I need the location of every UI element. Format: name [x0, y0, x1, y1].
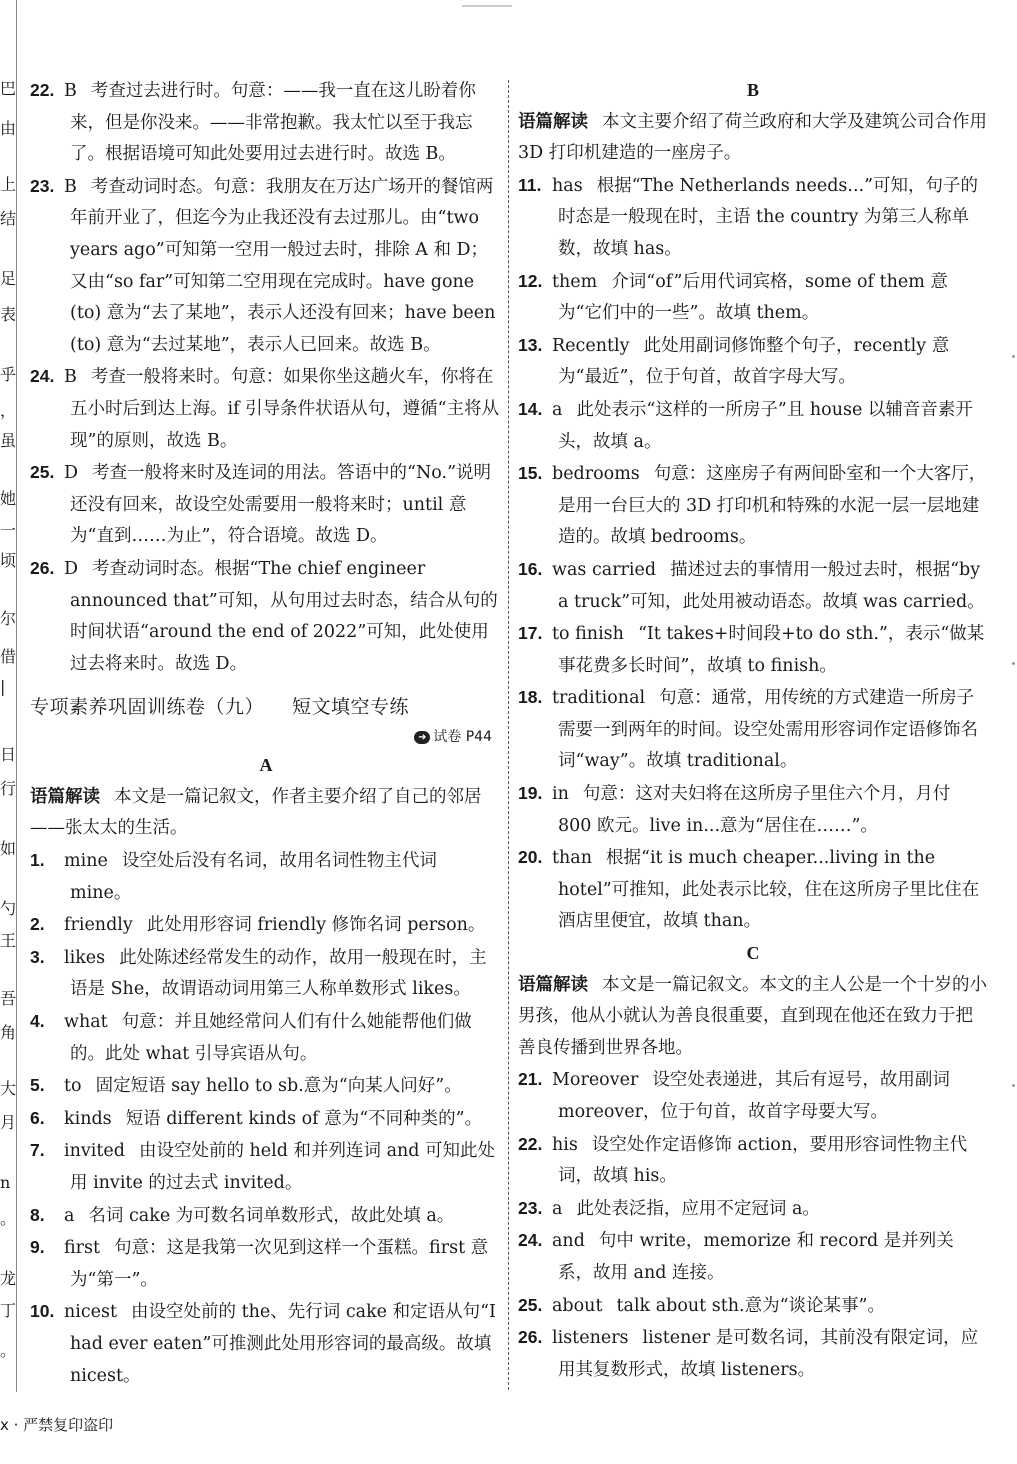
item-explanation: 考查一般将来时及连词的用法。答语中的“No.”说明还没有回来，故设空处需要用一般将来时；until 意为“直到……为止”，符合语境。故选 D。 — [70, 463, 492, 547]
top-mark — [462, 5, 512, 7]
edge-char: 她 — [0, 489, 16, 508]
item-explanation: 句意：并且她经常问人们有什么她能帮他们做的。此处 what 引导宾语从句。 — [70, 1012, 472, 1064]
item-answer: and — [552, 1231, 585, 1252]
passage-summary-label: 语篇解读 — [518, 974, 588, 995]
item-answer: what — [64, 1012, 108, 1033]
item-number: 26. — [30, 557, 55, 578]
item-number: 16. — [518, 558, 543, 579]
answer-item — [30, 361, 502, 457]
item-number: 1. — [30, 850, 45, 871]
item-number: 25. — [518, 1294, 543, 1315]
item-explanation: 描述过去的事情用一般过去时，根据“by a truck”可知，此处用被动语态。故填 was carried。 — [558, 559, 985, 612]
left-edge-line — [16, 0, 17, 1392]
passage-summary-text: 本文主要介绍了荷兰政府和大学及建筑公司合作用 3D 打印机建造的一座房子。 — [518, 111, 987, 164]
item-number: 10. — [30, 1301, 55, 1322]
answer-item — [518, 1064, 988, 1128]
item-answer: D — [64, 463, 79, 484]
item-explanation: 设空处表递进，其后有逗号，故用副词 moreover，位于句首，故首字母要大写。 — [558, 1070, 950, 1122]
item-answer: bedrooms — [552, 464, 640, 485]
left-column — [30, 75, 502, 1392]
item-number: 9. — [30, 1237, 45, 1258]
item-number: 5. — [30, 1075, 45, 1096]
answer-item — [518, 1225, 988, 1289]
item-answer: B — [64, 367, 77, 388]
item-answer: in — [552, 784, 569, 805]
passage-heading-c: C — [746, 943, 760, 964]
item-explanation: 句中 write，memorize 和 record 是并列关系，故用 and 连接。 — [558, 1231, 954, 1283]
edge-char: 日 — [0, 745, 16, 764]
item-answer: mine — [64, 851, 108, 872]
item-answer: his — [552, 1134, 578, 1155]
answer-item — [518, 1290, 988, 1323]
item-answer: to — [64, 1076, 82, 1097]
edge-char: 龙 — [0, 1269, 16, 1288]
column-divider — [508, 80, 509, 1390]
item-answer: likes — [64, 947, 106, 968]
item-answer: first — [64, 1238, 101, 1259]
passage-heading-a: A — [259, 755, 273, 776]
edge-char: | — [0, 677, 6, 696]
passage-summary-b — [518, 107, 988, 170]
edge-char: 上 — [0, 175, 16, 194]
edge-char: 顷 — [0, 551, 16, 570]
passage-summary-label: 语篇解读 — [518, 111, 588, 132]
item-number: 23. — [30, 175, 55, 196]
item-answer: to finish — [552, 624, 624, 645]
edge-char: 表 — [0, 305, 16, 324]
page-footer: x · 严禁复印盗印 — [0, 1416, 114, 1434]
item-explanation: 考查动词时态。根据“The chief engineer announced that”可知，从句用过去时态，结合从句的时间状语“around the end of 2022”可知，此处使用过去将来时。故选 D。 — [70, 558, 498, 674]
answer-item — [518, 1129, 988, 1193]
answer-item — [518, 1322, 988, 1386]
item-answer: nicest — [64, 1302, 118, 1323]
edge-char: 王 — [0, 931, 16, 950]
answer-item — [518, 778, 988, 842]
passage-summary-a — [30, 782, 502, 845]
edge-char: 一 — [0, 521, 16, 540]
answer-item — [518, 1193, 988, 1226]
item-answer: them — [552, 271, 598, 292]
item-explanation: talk about sth.意为“谈论某事”。 — [616, 1295, 885, 1316]
answer-item — [30, 1070, 502, 1103]
item-number: 12. — [518, 270, 543, 291]
item-explanation: 根据“it is much cheaper...living in the hotel”可推知，此处表示比较，住在这所房子里比住在酒店里便宜，故填 than。 — [558, 848, 980, 932]
edge-char: ， — [0, 401, 16, 420]
answer-list-21-26 — [518, 1064, 988, 1386]
item-number: 3. — [30, 946, 45, 967]
item-number: 7. — [30, 1140, 45, 1161]
passage-heading-b: B — [746, 80, 759, 100]
section-title-sub: 短文填空专练 — [292, 696, 410, 719]
item-explanation: 由设空处前的 the、先行词 cake 和定语从句“I had ever eaten”可推测此处用形容词的最高级。故填 nicest。 — [70, 1302, 496, 1386]
item-number: 19. — [518, 783, 543, 804]
edge-char: 乎 — [0, 365, 16, 384]
item-number: 18. — [518, 687, 543, 708]
answer-item — [30, 171, 502, 362]
item-number: 20. — [518, 847, 543, 868]
item-explanation: 介词“of”后用代词宾格，some of them 意为“它们中的一些”。故填 them。 — [558, 271, 948, 324]
edge-char: 虽 — [0, 431, 16, 450]
item-answer: about — [552, 1295, 603, 1316]
item-explanation: 设空处后没有名词，故用名词性物主代词 mine。 — [70, 851, 437, 903]
answer-item — [30, 942, 502, 1006]
edge-char: 由 — [0, 119, 16, 138]
answer-item — [518, 554, 988, 618]
item-explanation: 此处用形容词 friendly 修饰名词 person。 — [146, 915, 486, 936]
answer-item — [518, 266, 988, 330]
item-explanation: 句意：这对夫妇将在这所房子里住六个月，月付 800 欧元。live in...意为“居住在……”。 — [558, 784, 951, 836]
edge-char: 如 — [0, 839, 16, 858]
item-explanation: 名词 cake 为可数名词单数形式，故此处填 a。 — [88, 1205, 455, 1226]
item-explanation: 考查一般将来时。句意：如果你坐这趟火车，你将在五小时后到达上海。if 引导条件状语从句，遵循“主将从现”的原则，故选 B。 — [70, 367, 500, 451]
edge-char: n — [0, 1173, 11, 1192]
item-answer: D — [64, 558, 79, 579]
edge-char: 。 — [0, 1341, 16, 1360]
item-answer: a — [552, 399, 563, 420]
answer-item — [518, 458, 988, 554]
item-number: 22. — [518, 1133, 543, 1154]
item-number: 26. — [518, 1327, 543, 1348]
answer-item — [518, 618, 988, 682]
edge-char: 行 — [0, 779, 16, 798]
edge-char: 足 — [0, 269, 16, 288]
edge-char: 尔 — [0, 609, 16, 628]
page-reference — [30, 724, 492, 750]
answer-item — [518, 682, 988, 778]
item-explanation: 此处表示“这样的一所房子”且 house 以辅音音素开头，故填 a。 — [558, 399, 973, 452]
item-answer: friendly — [64, 915, 133, 936]
item-explanation: “It takes+时间段+to do sth.”，表示“做某事花费多长时间”，故填 to finish。 — [558, 624, 985, 676]
item-number: 24. — [518, 1230, 543, 1251]
answer-item — [518, 394, 988, 458]
answer-item — [518, 842, 988, 938]
answer-item — [30, 845, 502, 909]
item-number: 21. — [518, 1069, 543, 1090]
item-answer: invited — [64, 1141, 125, 1162]
answer-item — [30, 553, 502, 680]
item-number: 6. — [30, 1107, 45, 1128]
answer-item — [30, 909, 502, 942]
edge-char: 月 — [0, 1113, 16, 1132]
answer-item — [30, 1135, 502, 1199]
item-explanation: 短语 different kinds of 意为“不同种类的”。 — [125, 1108, 483, 1129]
item-explanation: 由设空处前的 held 和并列连词 and 可知此处用 invite 的过去式 invited。 — [70, 1141, 496, 1193]
answer-item — [30, 1296, 502, 1392]
item-number: 22. — [30, 80, 55, 100]
item-answer: Moreover — [552, 1070, 639, 1091]
item-answer: traditional — [552, 688, 646, 709]
item-number: 4. — [30, 1011, 45, 1032]
item-explanation: 句意：这座房子有两间卧室和一个大客厅，是用一台巨大的 3D 打印机和特殊的水泥一层一层地建造的。故填 bedrooms。 — [558, 464, 987, 548]
edge-char: 角 — [0, 1023, 16, 1042]
answer-item — [30, 1232, 502, 1296]
item-number: 2. — [30, 914, 45, 935]
right-column — [518, 75, 988, 1386]
answer-item — [30, 457, 502, 553]
left-edge-strip — [0, 80, 16, 1380]
section-title-main: 专项素养巩固训练卷（九） — [30, 696, 265, 719]
item-answer: Recently — [552, 335, 630, 356]
item-answer: than — [552, 848, 593, 869]
passage-summary-label: 语篇解读 — [30, 786, 100, 807]
item-number: 25. — [30, 462, 55, 483]
edge-char: 大 — [0, 1079, 16, 1098]
item-number: 17. — [518, 623, 543, 644]
edge-char: 。 — [0, 1209, 16, 1228]
item-number: 23. — [518, 1197, 543, 1218]
edge-char: 借 — [0, 647, 16, 666]
item-answer: B — [64, 81, 77, 101]
edge-char: 结 — [0, 209, 16, 228]
item-number: 15. — [518, 463, 543, 484]
item-explanation: 句意：这是我第一次见到这样一个蛋糕。first 意为“第一”。 — [70, 1238, 489, 1290]
answer-list-1-10 — [30, 845, 502, 1392]
item-number: 24. — [30, 366, 55, 387]
item-number: 11. — [518, 174, 542, 195]
answer-item — [30, 1103, 502, 1136]
answer-item — [30, 1006, 502, 1070]
edge-char: 勺 — [0, 899, 16, 918]
answer-item — [518, 330, 988, 394]
item-explanation: 考查动词时态。句意：我朋友在万达广场开的餐馆两年前开业了，但迄今为止我还没有去过那儿。由“two years ago”可知第一空用一般过去时，排除 A 和 D；又由“so far”可知第二空用现在完成时。have gone (to) 意为“去了某地”，表示人还没有回来；have been (to) 意为“去过某地”，表示人已回来。故选 B。 — [70, 176, 496, 355]
answer-list-11-20 — [518, 170, 988, 938]
passage-summary-c — [518, 970, 988, 1065]
passage-summary-text: 本文是一篇记叙文。本文的主人公是一个十岁的小男孩，他从小就认为善良很重要，直到现在他还在致力于把善良传播到世界各地。 — [518, 974, 987, 1058]
answer-list-22-26 — [30, 75, 502, 680]
item-answer: was carried — [552, 559, 657, 580]
arrow-right-icon: ➜ — [414, 731, 430, 744]
item-explanation: 此处用副词修饰整个句子，recently 意为“最近”，位于句首，故首字母大写。 — [558, 335, 950, 388]
page-reference-text: 试卷 P44 — [433, 729, 492, 746]
section-title — [30, 690, 502, 724]
item-answer: B — [64, 176, 77, 197]
item-explanation: 此处表泛指，应用不定冠词 a。 — [576, 1198, 820, 1219]
item-answer: a — [552, 1198, 563, 1219]
item-explanation: 固定短语 say hello to sb.意为“向某人问好”。 — [95, 1076, 462, 1097]
item-number: 14. — [518, 398, 543, 419]
item-answer: kinds — [64, 1108, 112, 1129]
answer-item — [518, 170, 988, 266]
item-explanation: 设空处作定语修饰 action，要用形容词性物主代词，故填 his。 — [558, 1134, 968, 1187]
item-answer: listeners — [552, 1328, 629, 1349]
edge-char: 巴 — [0, 80, 16, 98]
item-answer: has — [552, 175, 583, 196]
edge-char: 丁 — [0, 1301, 16, 1320]
answer-item — [30, 75, 502, 171]
item-number: 8. — [30, 1204, 45, 1225]
passage-summary-text: 本文是一篇记叙文，作者主要介绍了自己的邻居——张太太的生活。 — [30, 786, 482, 839]
item-explanation: 句意：通常，用传统的方式建造一所房子需要一到两年的时间。设空处需用形容词作定语修饰名词“way”。故填 traditional。 — [558, 688, 978, 772]
item-explanation: 此处陈述经常发生的动作，故用一般现在时，主语是 She，故谓语动词用第三人称单数形式 likes。 — [70, 947, 487, 1000]
item-explanation: 考查过去进行时。句意：——我一直在这儿盼着你来，但是你没来。——非常抱歉。我太忙以至于我忘了。根据语境可知此处要用过去进行时。故选 B。 — [70, 81, 476, 165]
item-explanation: 根据“The Netherlands needs...”可知，句子的时态是一般现在时，主语 the country 为第三人称单数，故填 has。 — [558, 175, 979, 259]
edge-char: 吾 — [0, 989, 16, 1008]
answer-item — [30, 1200, 502, 1233]
item-explanation: listener 是可数名词，其前没有限定词，应用其复数形式，故填 listeners。 — [558, 1328, 979, 1380]
item-answer: a — [64, 1205, 75, 1226]
item-number: 13. — [518, 334, 543, 355]
